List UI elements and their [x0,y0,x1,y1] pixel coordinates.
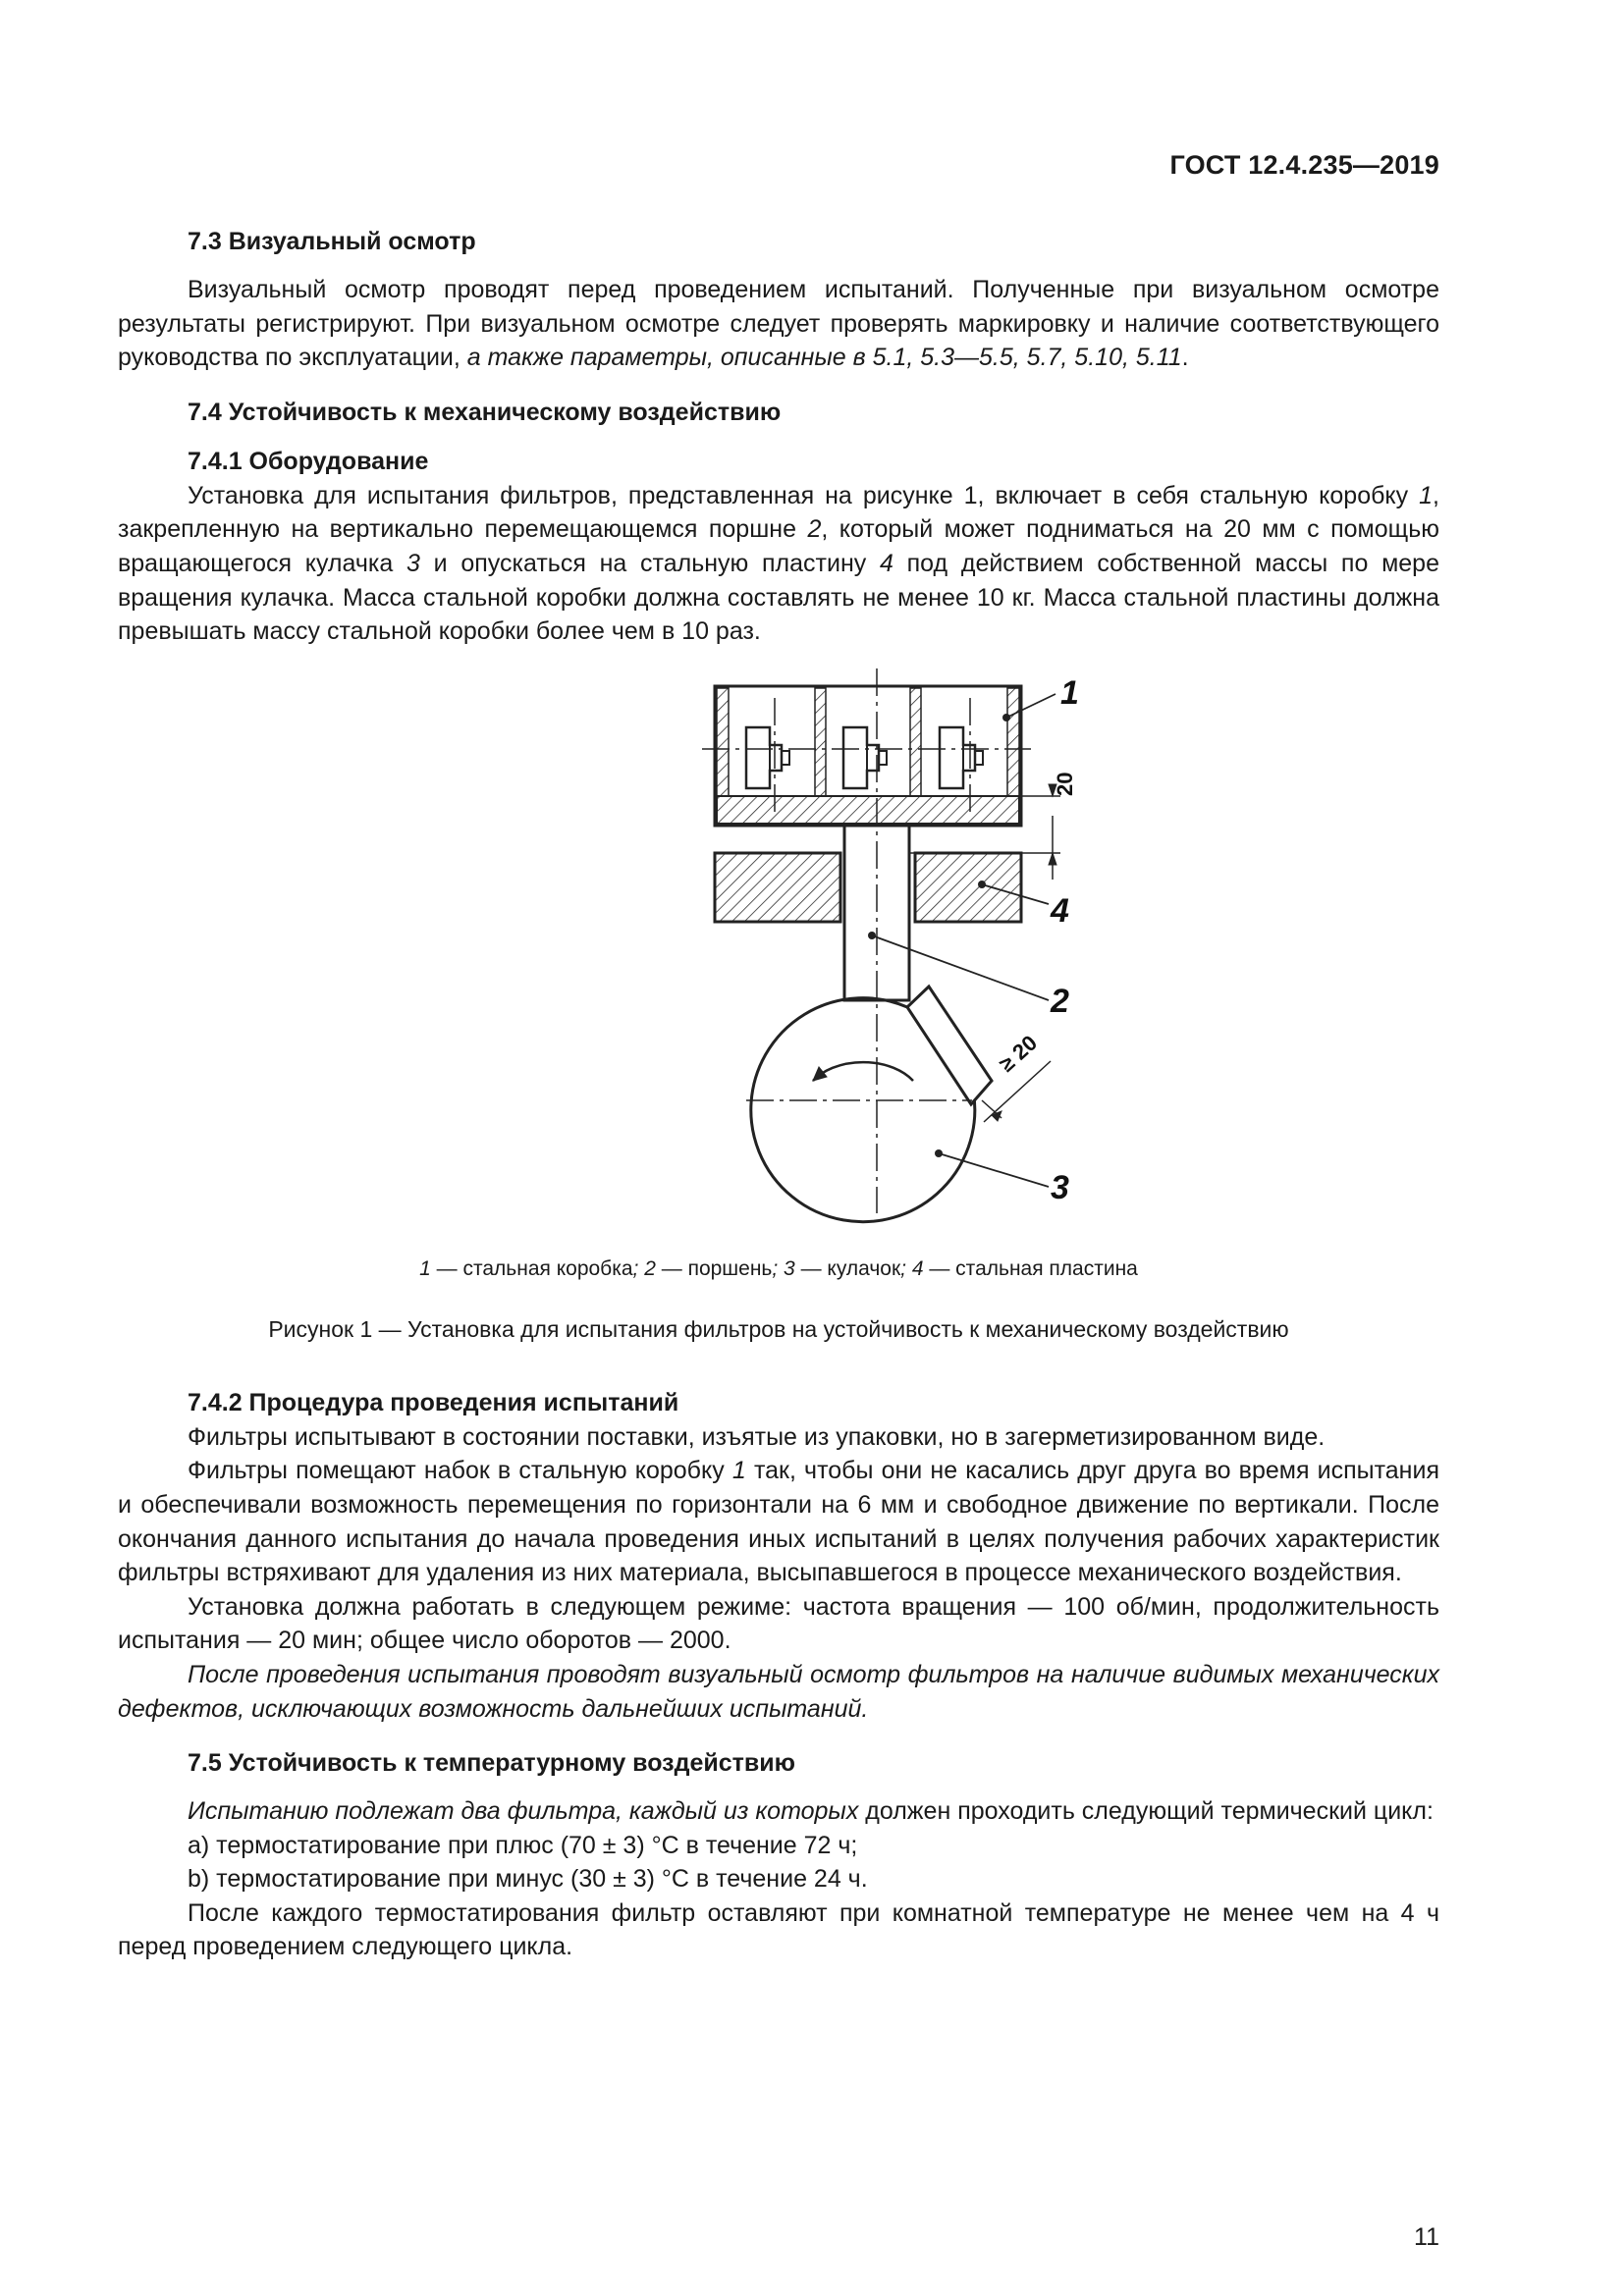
steel-box [715,686,1021,826]
figure-1 [118,668,1439,1385]
document-header: ГОСТ 12.4.235—2019 [1169,150,1439,180]
section-7-4-2-paragraph-1: Фильтры испытывают в состоянии поставки, изъятые из упаковки, но в загерметизированном виде. [188,1422,1326,1451]
section-7-4-1-paragraph: Установка для испытания фильтров, представленная на рисунке 1, включает в себя стальную коробку 1, закрепленную на вертикально перемещающемся поршне 2, который может подниматься на 20 мм с помощью вращающегося кулачка 3 и опускаться на стальную пластину 4 под действием собственной массы по мере вращения кулачка. Масса стальной коробки должна составлять не менее 10 кг. Масса стальной пластины должна превышать массу стальной коробки более чем в 10 раз. [118,481,1439,646]
dimension-cam: ≥ 20 [994,1030,1043,1077]
test-setup-drawing [560,668,1110,1238]
section-7-3-paragraph: Визуальный осмотр проводят перед проведением испытаний. Полученные при визуальном осмотре результаты регистрируют. При визуальном осмотре следует проверять маркировку и наличие соответствующего руководства по эксплуатации, а также параметры, описанные в 5.1, 5.3—5.5, 5.7, 5.10, 5.11. [118,276,1439,372]
label-box: 1 [1060,673,1079,712]
section-7-4-2-paragraph-3: Установка должна работать в следующем режиме: частота вращения — 100 об/мин, продолжительность испытания — 20 мин; общее число оборотов — 2000. [118,1592,1439,1655]
list-item-a: a) термостатирование при плюс (70 ± 3) °С в течение 72 ч; [188,1831,858,1859]
section-7-3-title: 7.3 Визуальный осмотр [188,228,476,255]
section-7-5-title: 7.5 Устойчивость к температурному воздействию [188,1749,795,1778]
label-plate: 4 [1051,891,1069,930]
section-7-4-2-paragraph-4: После проведения испытания проводят визуальный осмотр фильтров на наличие видимых механических дефектов, исключающих возможность дальнейших испытаний. [118,1660,1439,1723]
label-cam: 3 [1051,1168,1069,1206]
section-7-4-title: 7.4 Устойчивость к механическому воздействию [188,398,782,426]
dimension-lift: 20 [1053,772,1077,796]
document-body [118,224,1439,1964]
list-item-b: b) термостатирование при минус (30 ± 3) °С в течение 24 ч. [188,1865,868,1894]
label-piston: 2 [1051,982,1069,1020]
section-7-5-paragraph-1: Испытанию подлежат два фильтра, каждый из которых должен проходить следующий термический цикл: [188,1797,1434,1826]
cam [751,987,992,1222]
section-7-4-1-title: 7.4.1 Оборудование [188,447,429,475]
figure-legend: 1 — стальная коробка; 2 — поршень; 3 — кулачок; 4 — стальная пластина [419,1256,1138,1280]
section-7-4-2-paragraph-2: Фильтры помещают набок в стальную коробку 1 так, чтобы они не касались друг друга во время испытания и обеспечивали возможность перемещения по горизонтали на 6 мм и свободное движение по вертикали. После окончания данного испытания до начала проведения иных испытаний в целях получения рабочих характеристик фильтры встряхивают для удаления из них материала, высыпавшегося в процессе механического воздействия. [118,1457,1439,1587]
section-7-4-2-title: 7.4.2 Процедура проведения испытаний [188,1388,679,1416]
section-7-5-paragraph-2: После каждого термостатирования фильтр оставляют при комнатной температуре не менее чем на 4 ч перед проведением следующего цикла. [118,1898,1439,1961]
figure-caption: Рисунок 1 — Установка для испытания фильтров на устойчивость к механическому воздействию [268,1315,1289,1342]
page-number: 11 [1414,2223,1439,2251]
